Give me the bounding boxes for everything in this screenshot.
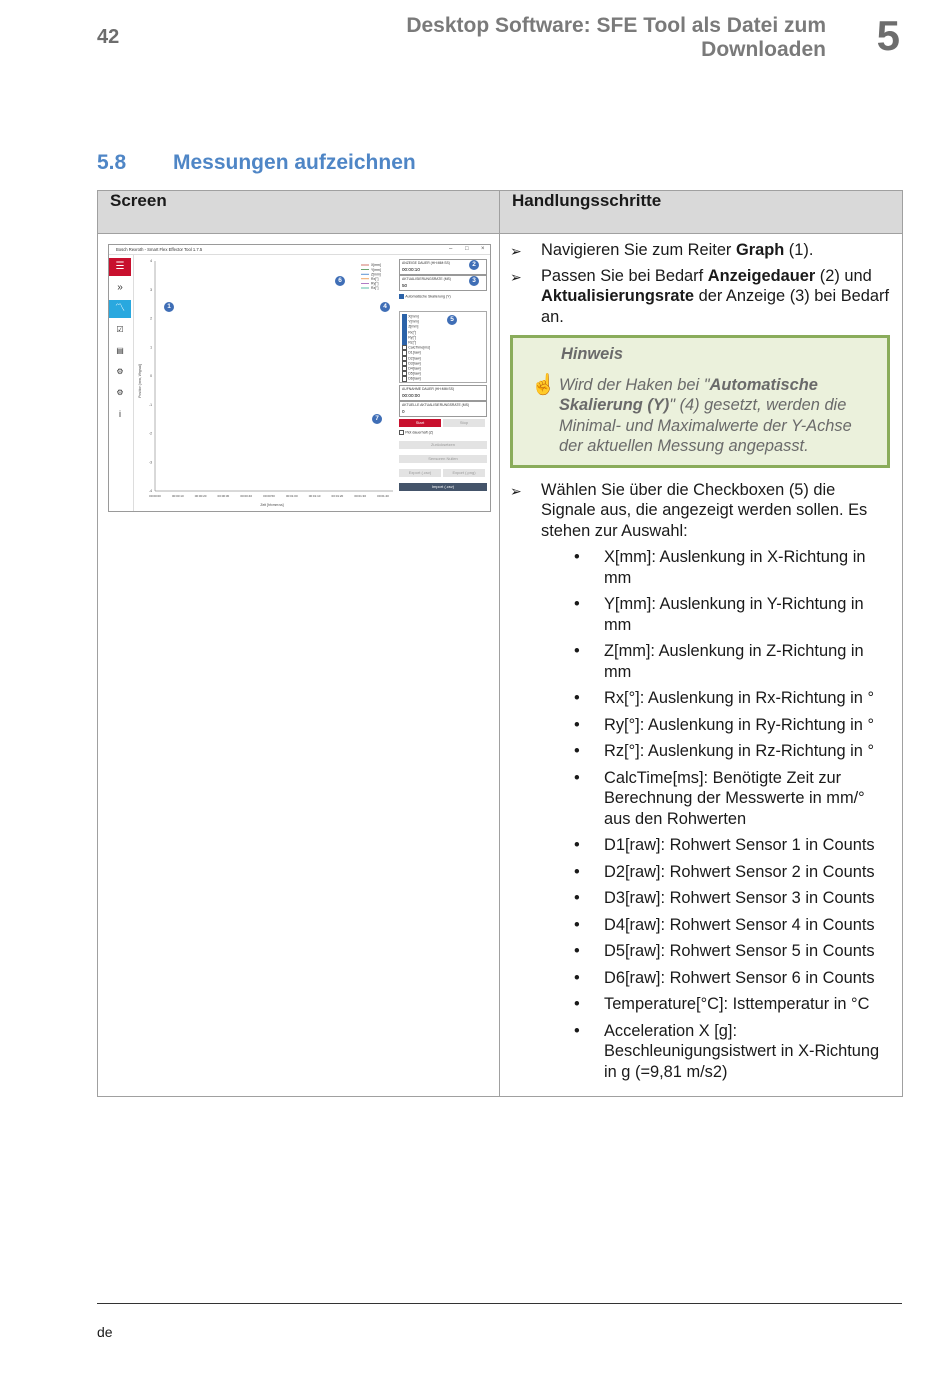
y-tick-label: 0 (150, 374, 152, 379)
list-item: • D2[raw]: Rohwert Sensor 2 in Counts (604, 862, 892, 883)
control-panel (397, 255, 489, 511)
header-screen: Screen (98, 191, 500, 234)
signal-checkbox-label: CalcTime[ms] (408, 345, 431, 350)
akt-rate-label: AKTUELLE AKTUALISIERUNGSRATE (MS) (402, 403, 470, 407)
callout-2: 2 (469, 260, 479, 270)
y-tick-label: -2 (148, 431, 152, 436)
signal-checkbox-label: D1[raw] (408, 350, 421, 355)
list-item: • X[mm]: Auslenkung in X-Richtung in mm (604, 547, 892, 588)
app-sidebar (109, 255, 134, 511)
anzeige-dauer-value: 00:00:10 (402, 267, 420, 272)
signal-checkbox-label: D4[raw] (408, 366, 421, 371)
step-2 (510, 266, 892, 328)
y-tick-label: 4 (150, 259, 152, 264)
auto-scale-checkbox[interactable] (399, 294, 451, 299)
list-item: • D4[raw]: Rohwert Sensor 4 in Counts (604, 915, 892, 936)
section-number: 5.8 (97, 151, 127, 174)
menu-icon: ☰ (109, 258, 131, 276)
aufnahme-dauer-label: AUFNAHME DAUER (HH:MM:SS) (402, 387, 454, 391)
legend-label: Rx[°] (371, 277, 379, 281)
document-icon: ▤ (116, 346, 124, 355)
step-3-text: Wählen Sie über die Checkboxen (5) die Signale aus, die angezeigt werden sollen. Es stehen zur Auswahl: (541, 480, 868, 540)
y-axis-label: Position [mm, Wrgrad] (138, 364, 142, 398)
x-tick-label: 00:00:30 (217, 494, 230, 498)
signal-checkbox-label: D2[raw] (408, 356, 421, 361)
chapter-number: 5 (876, 12, 900, 59)
step-2-bold-2: Aktualisierungsrate (541, 287, 695, 305)
list-item: • Ry[°]: Auslenkung in Ry-Richtung in ° (604, 715, 892, 736)
signal-checkbox-label: Z[mm] (408, 324, 419, 329)
reset-button[interactable]: Zurücksetzen (399, 441, 487, 449)
close-icon: × (481, 246, 485, 252)
rate-label: AKTUALISIERUNGSRATE (MS) (402, 277, 451, 281)
callout-7: 7 (372, 414, 382, 424)
list-item: • Y[mm]: Auslenkung in Y-Richtung in mm (604, 594, 892, 635)
footer-divider (97, 1303, 902, 1304)
legend-label: Ry[°] (371, 281, 379, 286)
x-tick-label: 00:01:00 (285, 494, 298, 498)
hint-end: " (4) gesetzt, werden die Minimal- und Maximalwerte der Y-Achse der aktuellen Messung angepasst. (559, 396, 852, 455)
legend-label: Rz[°] (371, 286, 379, 291)
signal-list (510, 547, 892, 1082)
x-tick-label: 00:01:30 (354, 494, 367, 498)
page-number: 42 (97, 26, 120, 48)
hint-box (510, 335, 890, 468)
x-tick-label: 00:00:40 (240, 494, 253, 498)
export-csv-button[interactable]: Export (.csv) (399, 469, 441, 477)
signal-checkbox-label: D6[raw] (408, 376, 421, 381)
callout-3: 3 (469, 276, 479, 286)
list-item: • D6[raw]: Rohwert Sensor 6 in Counts (604, 968, 892, 989)
gears-icon: ⚙ (116, 367, 124, 376)
x-tick-label: 00:00:50 (263, 494, 275, 498)
import-csv-button[interactable]: Import (.csv) (399, 483, 487, 491)
graph-area (135, 255, 397, 511)
pointing-hand-icon: ☝ (531, 373, 556, 396)
x-tick-label: 00:01:10 (308, 494, 321, 498)
hint-body (525, 375, 875, 457)
minimize-icon: – (449, 246, 453, 252)
section-heading (97, 151, 416, 175)
signal-checkbox[interactable] (402, 376, 421, 381)
section-title: Messungen aufzeichnen (173, 151, 416, 174)
list-item: • Rx[°]: Auslenkung in Rx-Richtung in ° (604, 688, 892, 709)
app-titlebar (109, 245, 490, 255)
y-tick-label: -3 (148, 460, 152, 465)
screen-cell (98, 234, 500, 1097)
export-png-button[interactable]: Export (.png) (443, 469, 485, 477)
sensor-zero-button[interactable]: Sensoren Nullen (399, 455, 487, 463)
akt-rate-field (399, 401, 487, 417)
chapter-title: Desktop Software: SFE Tool als Datei zum Downloaden (406, 14, 826, 61)
graph-tab-icon: 〽 (109, 300, 131, 318)
aufnahme-dauer-field (399, 385, 487, 401)
y-tick-label: 1 (150, 345, 152, 350)
x-axis-label: Zeit [hh:mm:ss] (260, 503, 284, 507)
legend-label: X[mm] (371, 263, 381, 268)
y-tick-label: 2 (150, 316, 152, 321)
y-tick-label: -4 (148, 489, 152, 494)
signal-checkbox-label: D3[raw] (408, 361, 421, 366)
arrow-bullet-icon: ➢ (510, 268, 522, 285)
list-item: • Acceleration X [g]: Beschleunigungsistwert in X-Richtung in g (=9,81 m/s2) (604, 1021, 892, 1083)
step-2-mid: (2) und (815, 266, 872, 285)
y-ticks (149, 259, 152, 493)
auto-scale-label: Automatische Skalierung (Y) (405, 294, 451, 299)
callout-1: 1 (164, 302, 174, 312)
legend-label: Z[mm] (371, 272, 381, 277)
signal-checkbox-list (399, 311, 487, 383)
list-item: • D5[raw]: Rohwert Sensor 5 in Counts (604, 941, 892, 962)
x-tick-label: 00:00:10 (171, 494, 184, 498)
step-1-end: (1). (784, 241, 814, 259)
hint-title: Hinweis (561, 345, 623, 363)
maximize-icon: □ (465, 246, 469, 252)
start-button[interactable]: Start (399, 419, 441, 427)
settings-icon: ⚙ (116, 388, 124, 397)
x-ticks (149, 494, 389, 498)
list-item: • Z[mm]: Auslenkung in Z-Richtung in mm (604, 641, 892, 682)
signal-checkbox-label: D5[raw] (408, 371, 421, 376)
arrow-bullet-icon: ➢ (510, 243, 522, 259)
step-1-bold: Graph (735, 241, 785, 259)
hint-text: Wird der Haken bei " (559, 375, 710, 394)
list-item: • Temperature[°C]: Isttemperatur in °C (604, 994, 892, 1015)
signal-checkbox-label: Y[mm] (408, 319, 419, 324)
info-icon: i (119, 409, 121, 419)
step-2-bold-1: Anzeigedauer (707, 266, 816, 285)
anzeige-dauer-label: ANZEIGE DAUER (HH:MM:SS) (402, 261, 450, 265)
x-tick-label: 00:01:40 (377, 494, 389, 498)
x-tick-label: 00:00:20 (194, 494, 207, 498)
graph-legend (361, 263, 381, 290)
arrow-bullet-icon: ➢ (510, 482, 522, 499)
instruction-table (97, 190, 903, 1097)
graph-svg (135, 255, 397, 511)
step-2-end: der Anzeige (3) bei Bedarf an. (541, 287, 890, 326)
list-item: • CalcTime[ms]: Benötigte Zeit zur Berechnung der Messwerte in mm/° aus den Rohwerten (604, 768, 892, 830)
step-2-text: Passen Sie bei Bedarf (541, 266, 708, 285)
callout-6: 6 (335, 276, 345, 286)
plot-dauerhaft-checkbox[interactable] (399, 430, 433, 435)
akt-rate-value: 0 (402, 409, 405, 414)
y-tick-label: 3 (150, 287, 152, 292)
software-screenshot (108, 244, 491, 512)
x-tick-label: 00:00:00 (149, 494, 161, 498)
footer-language: de (97, 1324, 113, 1340)
rate-value: 50 (402, 283, 408, 288)
header-steps: Handlungsschritte (500, 191, 903, 234)
list-item: • Rz[°]: Auslenkung in Rz-Richtung in ° (604, 741, 892, 762)
plot-dauerhaft-label: Plot dauerhaft (Z) (405, 430, 434, 435)
signal-checkbox-label: X[mm] (408, 314, 419, 319)
hint-bold: Automatische Skalierung (Y) (559, 375, 818, 414)
callout-5: 5 (447, 315, 457, 325)
step-1 (510, 240, 892, 261)
legend-label: Y[mm] (371, 267, 381, 272)
x-tick-label: 00:01:20 (331, 494, 344, 498)
list-item: • D1[raw]: Rohwert Sensor 1 in Counts (604, 835, 892, 856)
expand-icon: » (117, 282, 123, 293)
step-1-text: Navigieren Sie zum Reiter (541, 241, 736, 259)
signal-checkbox-label: Rx[°] (408, 330, 417, 335)
app-title: Bosch Rexroth - Smart Flex Effector Tool 1.7.5 (116, 247, 203, 252)
y-tick-label: -1 (148, 402, 152, 407)
checkbox-icon (402, 376, 407, 381)
signal-checkbox-label: Ry[°] (408, 335, 417, 340)
list-item: • D3[raw]: Rohwert Sensor 3 in Counts (604, 888, 892, 909)
step-3 (510, 480, 892, 542)
signal-checkbox-label: Rz[°] (408, 340, 417, 345)
steps-cell (500, 234, 903, 1097)
callout-4: 4 (380, 302, 390, 312)
checklist-icon: ☑ (116, 325, 124, 334)
aufnahme-dauer-value: 00:00:00 (402, 393, 420, 398)
stop-button[interactable]: Stop (443, 419, 485, 427)
